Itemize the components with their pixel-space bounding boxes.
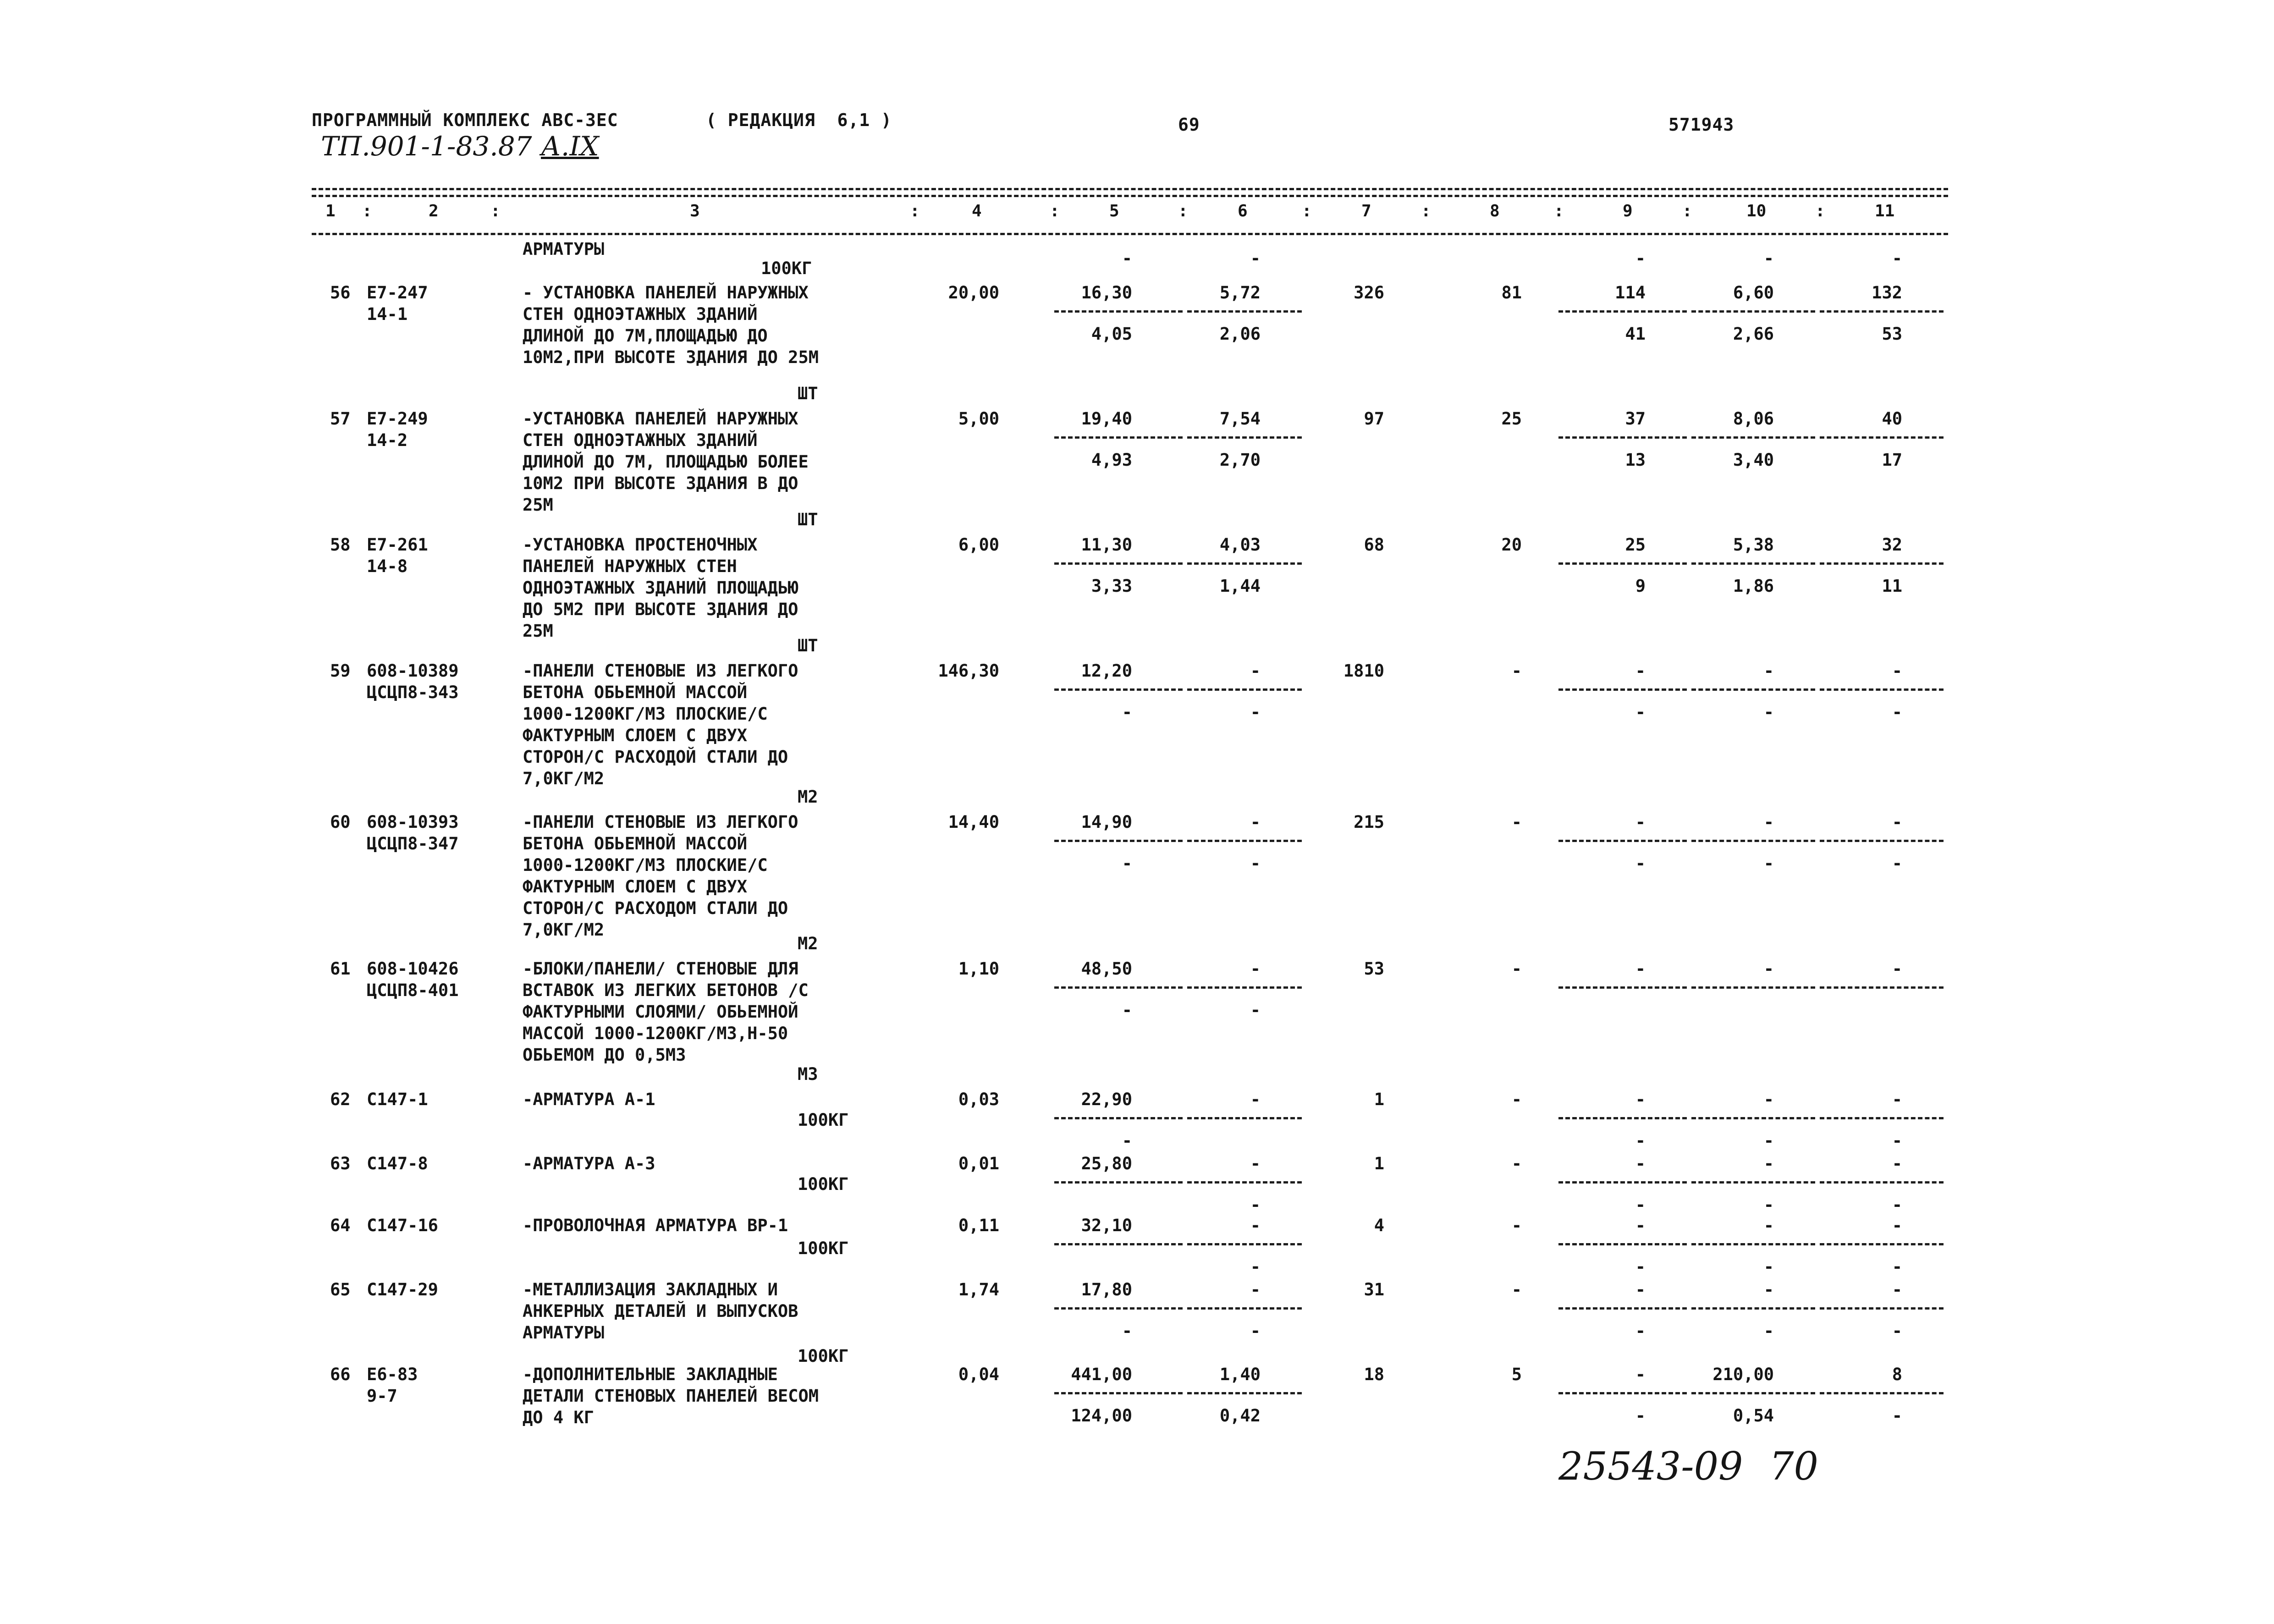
cell-c5-lower: -: [1122, 1000, 1132, 1020]
cell-c9: -: [1635, 1365, 1646, 1384]
cell-c6: 7,54: [1219, 409, 1261, 429]
cell-divider: [1187, 688, 1302, 691]
cell-divider: [1820, 1243, 1944, 1245]
work-description: -МЕТАЛЛИЗАЦИЯ ЗАКЛАДНЫХ И АНКЕРНЫХ ДЕТАЛЕЙ И ВЫПУСКОВ АРМАТУРЫ: [523, 1280, 798, 1343]
cell-divider: [1820, 436, 1944, 439]
cell-c7: 31: [1364, 1280, 1384, 1299]
handwritten-register-number: 25543-09: [1558, 1444, 1743, 1489]
norm-code: С147-8: [367, 1154, 428, 1173]
cell-c11: 8: [1892, 1365, 1902, 1384]
cell-c10-lower: 2,66: [1733, 324, 1774, 344]
cell-divider: [1187, 1243, 1302, 1245]
cell-divider: [1691, 1117, 1815, 1119]
cell-c5: 14,90: [1081, 812, 1132, 832]
unit-label: М2: [798, 787, 818, 807]
cell-c10: -: [1763, 959, 1774, 979]
cell-c9-lower: -: [1635, 1257, 1646, 1277]
column-number: 9: [1623, 202, 1633, 220]
cell-c9: -: [1635, 959, 1646, 979]
cell-c11-lower: -: [1892, 1195, 1902, 1215]
cell-c7: 68: [1364, 535, 1384, 555]
row-number: 62: [330, 1090, 351, 1109]
cell-c7: 97: [1364, 409, 1384, 429]
cell-divider: [1820, 840, 1944, 842]
column-header-rule: [312, 233, 1948, 235]
cell-c5: 22,90: [1081, 1090, 1132, 1109]
cell-c9: 114: [1615, 283, 1646, 303]
cell-c5: 441,00: [1071, 1365, 1132, 1384]
cell-c10-lower: 1,86: [1733, 576, 1774, 596]
cell-divider: [1820, 986, 1944, 989]
cell-c8: 20: [1501, 535, 1522, 555]
cell-c4: 5,00: [958, 409, 999, 429]
cell-c4: 0,01: [958, 1154, 999, 1173]
column-number: 8: [1490, 202, 1500, 220]
cell-divider: [1691, 1243, 1815, 1245]
cell-c10: 5,38: [1733, 535, 1774, 555]
cell-divider: [1187, 436, 1302, 439]
row-number: 57: [330, 409, 351, 429]
column-number: 6: [1238, 202, 1248, 220]
cell-c4: 0,03: [958, 1090, 999, 1109]
cell-c6: -: [1250, 661, 1261, 681]
cell-c4: 0,11: [958, 1216, 999, 1235]
cell-divider: [1187, 310, 1302, 313]
cell-divider: [1820, 1392, 1944, 1394]
column-number: 1: [325, 202, 336, 220]
cell-c6-lower: -: [1250, 1257, 1261, 1277]
cell-c10-lower: -: [1763, 853, 1774, 873]
column-number: 4: [972, 202, 982, 220]
cell-divider: [1187, 1181, 1302, 1184]
cell-c11: -: [1892, 661, 1902, 681]
cell-c10: 8,06: [1733, 409, 1774, 429]
cell-c5: 25,80: [1081, 1154, 1132, 1173]
cell-c11: -: [1892, 1090, 1902, 1109]
cell-divider: [1691, 840, 1815, 842]
cell-c6: 5,72: [1219, 283, 1261, 303]
cell-divider: [1691, 1181, 1815, 1184]
cell-c5: 19,40: [1081, 409, 1132, 429]
cell-c6: -: [1250, 248, 1261, 268]
cell-c7: 215: [1354, 812, 1384, 832]
norm-code: 608-10426 ЦСЦП8-401: [367, 959, 459, 1000]
cell-divider: [1054, 1117, 1183, 1119]
cell-divider: [1054, 986, 1183, 989]
cell-c9-lower: -: [1635, 702, 1646, 722]
cell-c5-lower: -: [1122, 853, 1132, 873]
cell-c8: -: [1511, 1216, 1522, 1235]
cell-divider: [1054, 436, 1183, 439]
cell-divider: [1054, 1181, 1183, 1184]
cell-c11-lower: 17: [1882, 450, 1902, 470]
column-separator: :: [1554, 202, 1564, 220]
cell-divider: [1187, 1392, 1302, 1394]
cell-c5: -: [1122, 248, 1132, 268]
cell-c6-lower: 0,42: [1219, 1406, 1261, 1426]
cell-c11-lower: -: [1892, 1406, 1902, 1426]
cell-c8: -: [1511, 1280, 1522, 1299]
cell-divider: [1691, 688, 1815, 691]
unit-label: 100КГ: [798, 1346, 849, 1366]
album-number: А.IX: [541, 131, 599, 162]
cell-c5-lower: 4,93: [1091, 450, 1132, 470]
cell-divider: [1054, 840, 1183, 842]
cell-c8: -: [1511, 661, 1522, 681]
cell-c10: -: [1763, 812, 1774, 832]
column-separator: :: [490, 202, 501, 220]
row-number: 65: [330, 1280, 351, 1299]
work-description: -ПАНЕЛИ СТЕНОВЫЕ ИЗ ЛЕГКОГО БЕТОНА ОБЬЕМНОЙ МАССОЙ 1000-1200КГ/М3 ПЛОСКИЕ/С ФАКТУРНЫМ СЛОЕМ С ДВУХ СТОРОН/С РАСХОДОМ СТАЛИ ДО 7,0КГ/М2: [523, 812, 798, 940]
table-top-rule-2: [312, 195, 1948, 197]
cell-c7: 1: [1374, 1090, 1384, 1109]
cell-c5: 48,50: [1081, 959, 1132, 979]
cell-c10: -: [1763, 661, 1774, 681]
cell-c10: -: [1763, 1154, 1774, 1173]
column-separator: :: [1815, 202, 1825, 220]
cell-c9: 37: [1625, 409, 1646, 429]
unit-label: М3: [798, 1064, 818, 1084]
cell-c9: -: [1635, 1090, 1646, 1109]
cell-divider: [1691, 436, 1815, 439]
norm-code: Е7-261 14-8: [367, 535, 428, 576]
cell-c5: 12,20: [1081, 661, 1132, 681]
cell-divider: [1558, 310, 1687, 313]
cell-c6-lower: -: [1250, 853, 1261, 873]
cell-c8: -: [1511, 1154, 1522, 1173]
unit-label: 100КГ: [798, 1239, 849, 1258]
norm-code: 608-10389 ЦСЦП8-343: [367, 661, 459, 702]
cell-divider: [1820, 562, 1944, 565]
cell-divider: [1558, 688, 1687, 691]
row-number: 64: [330, 1216, 351, 1235]
cell-c4: 14,40: [948, 812, 999, 832]
cell-c8: 25: [1501, 409, 1522, 429]
cell-c6-lower: -: [1250, 702, 1261, 722]
cell-c6-lower: 1,44: [1219, 576, 1261, 596]
norm-code: Е7-247 14-1: [367, 283, 428, 324]
norm-code: С147-1: [367, 1090, 428, 1109]
cell-c8: 5: [1511, 1365, 1522, 1384]
cell-divider: [1691, 1392, 1815, 1394]
cell-c9-lower: -: [1635, 853, 1646, 873]
cell-c10: -: [1763, 1090, 1774, 1109]
cell-c9: -: [1635, 1280, 1646, 1299]
row-number: 66: [330, 1365, 351, 1384]
unit-label: 100КГ: [798, 1110, 849, 1130]
row-number: 63: [330, 1154, 351, 1173]
cell-c11-lower: -: [1892, 853, 1902, 873]
cell-c9-lower: 41: [1625, 324, 1646, 344]
cell-divider: [1820, 310, 1944, 313]
work-description: -ПАНЕЛИ СТЕНОВЫЕ ИЗ ЛЕГКОГО БЕТОНА ОБЬЕМНОЙ МАССОЙ 1000-1200КГ/М3 ПЛОСКИЕ/С ФАКТУРНЫМ СЛОЕМ С ДВУХ СТОРОН/С РАСХОДОЙ СТАЛИ ДО 7,0КГ/М2: [523, 661, 798, 788]
cell-c6: -: [1250, 1280, 1261, 1299]
cell-c11: 132: [1872, 283, 1902, 303]
project-number: ТП.901-1-83.87: [321, 131, 532, 162]
cell-c10: -: [1763, 248, 1774, 268]
cell-c8: 81: [1501, 283, 1522, 303]
cell-c11-lower: -: [1892, 702, 1902, 722]
cell-c10-lower: -: [1763, 1195, 1774, 1215]
cell-c8: -: [1511, 812, 1522, 832]
cell-c7: 53: [1364, 959, 1384, 979]
cell-c5: 32,10: [1081, 1216, 1132, 1235]
program-name: ПРОГРАММНЫЙ КОМПЛЕКС АВС-ЗЕС: [312, 110, 618, 130]
cell-divider: [1054, 1307, 1183, 1310]
column-number: 2: [429, 202, 439, 220]
cell-divider: [1187, 562, 1302, 565]
document-code: 571943: [1668, 115, 1734, 135]
column-number: 5: [1109, 202, 1119, 220]
cell-c6: -: [1250, 959, 1261, 979]
cell-c11-lower: 53: [1882, 324, 1902, 344]
work-description: -ДОПОЛНИТЕЛЬНЫЕ ЗАКЛАДНЫЕ ДЕТАЛИ СТЕНОВЫХ ПАНЕЛЕЙ ВЕСОМ ДО 4 КГ: [523, 1365, 819, 1427]
cell-c9: -: [1635, 1154, 1646, 1173]
cell-c4: 20,00: [948, 283, 999, 303]
cell-c9: -: [1635, 661, 1646, 681]
cell-c7: 326: [1354, 283, 1384, 303]
cell-divider: [1054, 688, 1183, 691]
unit-label: 100КГ: [798, 1174, 849, 1194]
cell-c11: -: [1892, 248, 1902, 268]
norm-code: Е7-249 14-2: [367, 409, 428, 450]
cell-c9-lower: 9: [1635, 576, 1646, 596]
cell-c10: 210,00: [1712, 1365, 1774, 1384]
cell-c9-lower: -: [1635, 1321, 1646, 1341]
cell-divider: [1558, 840, 1687, 842]
cell-c6-lower: 2,06: [1219, 324, 1261, 344]
cell-c6: 4,03: [1219, 535, 1261, 555]
cell-divider: [1691, 562, 1815, 565]
edition-label: ( РЕДАКЦИЯ 6,1 ): [706, 110, 892, 130]
unit-label: М2: [798, 934, 818, 953]
cell-c11: -: [1892, 1280, 1902, 1299]
column-separator: :: [1050, 202, 1060, 220]
cell-c9: -: [1635, 248, 1646, 268]
cell-c11: -: [1892, 812, 1902, 832]
cell-divider: [1820, 1181, 1944, 1184]
unit-label: 100КГ: [761, 259, 812, 278]
row-number: 61: [330, 959, 351, 979]
work-description: -УСТАНОВКА ПАНЕЛЕЙ НАРУЖНЫХ СТЕН ОДНОЭТАЖНЫХ ЗДАНИЙ ДЛИНОЙ ДО 7М, ПЛОЩАДЬЮ БОЛЕЕ 10М2 ПРИ ВЫСОТЕ ЗДАНИЯ В ДО 25М: [523, 409, 809, 515]
cell-divider: [1691, 986, 1815, 989]
cell-divider: [1820, 1307, 1944, 1310]
cell-c6: -: [1250, 1154, 1261, 1173]
column-number: 10: [1746, 202, 1767, 220]
cell-c10-lower: -: [1763, 1321, 1774, 1341]
cell-c6-lower: -: [1250, 1000, 1261, 1020]
cell-c4: 1,74: [958, 1280, 999, 1299]
norm-code: Е6-83 9-7: [367, 1365, 418, 1406]
column-separator: :: [1421, 202, 1431, 220]
cell-c10-lower: -: [1763, 1131, 1774, 1151]
column-separator: :: [362, 202, 372, 220]
cell-c10: -: [1763, 1280, 1774, 1299]
work-description: -АРМАТУРА А-1: [523, 1090, 655, 1109]
cell-divider: [1691, 1307, 1815, 1310]
cell-c11: -: [1892, 1154, 1902, 1173]
cell-c5-lower: 4,05: [1091, 324, 1132, 344]
cell-divider: [1558, 1243, 1687, 1245]
row-number: 60: [330, 812, 351, 832]
cell-c10-lower: 0,54: [1733, 1406, 1774, 1426]
row-number: 56: [330, 283, 351, 303]
cell-c6: -: [1250, 1216, 1261, 1235]
cell-c7: 18: [1364, 1365, 1384, 1384]
cell-c4: 146,30: [938, 661, 999, 681]
cell-divider: [1820, 688, 1944, 691]
cell-c5: 16,30: [1081, 283, 1132, 303]
cell-c11-lower: 11: [1882, 576, 1902, 596]
cell-c7: 1810: [1343, 661, 1384, 681]
row-number: 58: [330, 535, 351, 555]
cell-c5: 17,80: [1081, 1280, 1132, 1299]
unit-label: ШТ: [798, 384, 818, 403]
cell-c6-lower: -: [1250, 1321, 1261, 1341]
cell-divider: [1187, 1117, 1302, 1119]
continuation-text: АРМАТУРЫ: [523, 239, 605, 259]
cell-c10-lower: -: [1763, 702, 1774, 722]
row-number: 59: [330, 661, 351, 681]
cell-divider: [1054, 562, 1183, 565]
cell-c4: 1,10: [958, 959, 999, 979]
cell-c6: 1,40: [1219, 1365, 1261, 1384]
cell-c6: -: [1250, 812, 1261, 832]
column-separator: :: [1682, 202, 1692, 220]
column-number: 7: [1361, 202, 1371, 220]
cell-c5-lower: -: [1122, 702, 1132, 722]
column-number: 11: [1875, 202, 1895, 220]
column-separator: :: [910, 202, 920, 220]
cell-divider: [1054, 1243, 1183, 1245]
cell-c10: 6,60: [1733, 283, 1774, 303]
cell-c10-lower: 3,40: [1733, 450, 1774, 470]
cell-c7: 4: [1374, 1216, 1384, 1235]
work-description: -ПРОВОЛОЧНАЯ АРМАТУРА ВР-1: [523, 1216, 788, 1235]
cell-c5-lower: 124,00: [1071, 1406, 1132, 1426]
cell-c5-lower: -: [1122, 1321, 1132, 1341]
work-description: - УСТАНОВКА ПАНЕЛЕЙ НАРУЖНЫХ СТЕН ОДНОЭТАЖНЫХ ЗДАНИЙ ДЛИНОЙ ДО 7М,ПЛОЩАДЬЮ ДО 10М2,ПРИ ВЫСОТЕ ЗДАНИЯ ДО 25М: [523, 283, 819, 367]
cell-c6-lower: 2,70: [1219, 450, 1261, 470]
cell-c11: -: [1892, 1216, 1902, 1235]
cell-divider: [1820, 1117, 1944, 1119]
work-description: -АРМАТУРА А-3: [523, 1154, 655, 1173]
work-description: -УСТАНОВКА ПРОСТЕНОЧНЫХ ПАНЕЛЕЙ НАРУЖНЫХ СТЕН ОДНОЭТАЖНЫХ ЗДАНИЙ ПЛОЩАДЬЮ ДО 5М2 ПРИ ВЫСОТЕ ЗДАНИЯ ДО 25М: [523, 535, 798, 641]
cell-c5-lower: -: [1122, 1131, 1132, 1151]
column-separator: :: [1302, 202, 1312, 220]
cell-divider: [1558, 1392, 1687, 1394]
cell-c9-lower: -: [1635, 1406, 1646, 1426]
cell-divider: [1558, 1181, 1687, 1184]
cell-c10-lower: -: [1763, 1257, 1774, 1277]
cell-c8: -: [1511, 959, 1522, 979]
cell-c5-lower: 3,33: [1091, 576, 1132, 596]
column-number: 3: [690, 202, 700, 220]
cell-c9: 25: [1625, 535, 1646, 555]
cell-divider: [1054, 1392, 1183, 1394]
cell-divider: [1558, 986, 1687, 989]
cell-divider: [1558, 436, 1687, 439]
cell-divider: [1187, 986, 1302, 989]
cell-divider: [1187, 840, 1302, 842]
cell-c11: 32: [1882, 535, 1902, 555]
cell-divider: [1187, 1307, 1302, 1310]
cell-c9-lower: -: [1635, 1131, 1646, 1151]
cell-c6-lower: -: [1250, 1195, 1261, 1215]
page-number: 69: [1178, 115, 1200, 135]
cell-divider: [1691, 310, 1815, 313]
column-separator: :: [1178, 202, 1188, 220]
cell-c4: 6,00: [958, 535, 999, 555]
cell-c5: 11,30: [1081, 535, 1132, 555]
norm-code: С147-29: [367, 1280, 438, 1299]
norm-code: С147-16: [367, 1216, 438, 1235]
cell-c11-lower: -: [1892, 1131, 1902, 1151]
norm-code: 608-10393 ЦСЦП8-347: [367, 812, 459, 853]
cell-divider: [1558, 562, 1687, 565]
cell-c10: -: [1763, 1216, 1774, 1235]
cell-c9: -: [1635, 1216, 1646, 1235]
cell-c6: -: [1250, 1090, 1261, 1109]
cell-divider: [1558, 1117, 1687, 1119]
cell-c11-lower: -: [1892, 1321, 1902, 1341]
cell-divider: [1054, 310, 1183, 313]
cell-c7: 1: [1374, 1154, 1384, 1173]
cell-divider: [1558, 1307, 1687, 1310]
cell-c4: 0,04: [958, 1365, 999, 1384]
unit-label: ШТ: [798, 510, 818, 529]
unit-label: ШТ: [798, 636, 818, 655]
work-description: -БЛОКИ/ПАНЕЛИ/ СТЕНОВЫЕ ДЛЯ ВСТАВОК ИЗ ЛЕГКИХ БЕТОНОВ /С ФАКТУРНЫМИ СЛОЯМИ/ ОБЬЕМНОЙ МАССОЙ 1000-1200КГ/М3,Н-50 ОБЬЕМОМ ДО 0,5М3: [523, 959, 809, 1065]
cell-c8: -: [1511, 1090, 1522, 1109]
cell-c11-lower: -: [1892, 1257, 1902, 1277]
cell-c11: 40: [1882, 409, 1902, 429]
cell-c11: -: [1892, 959, 1902, 979]
cell-c9-lower: 13: [1625, 450, 1646, 470]
cell-c9-lower: -: [1635, 1195, 1646, 1215]
cell-c9: -: [1635, 812, 1646, 832]
table-top-rule: [312, 188, 1948, 190]
handwritten-page-number: 70: [1769, 1444, 1818, 1489]
